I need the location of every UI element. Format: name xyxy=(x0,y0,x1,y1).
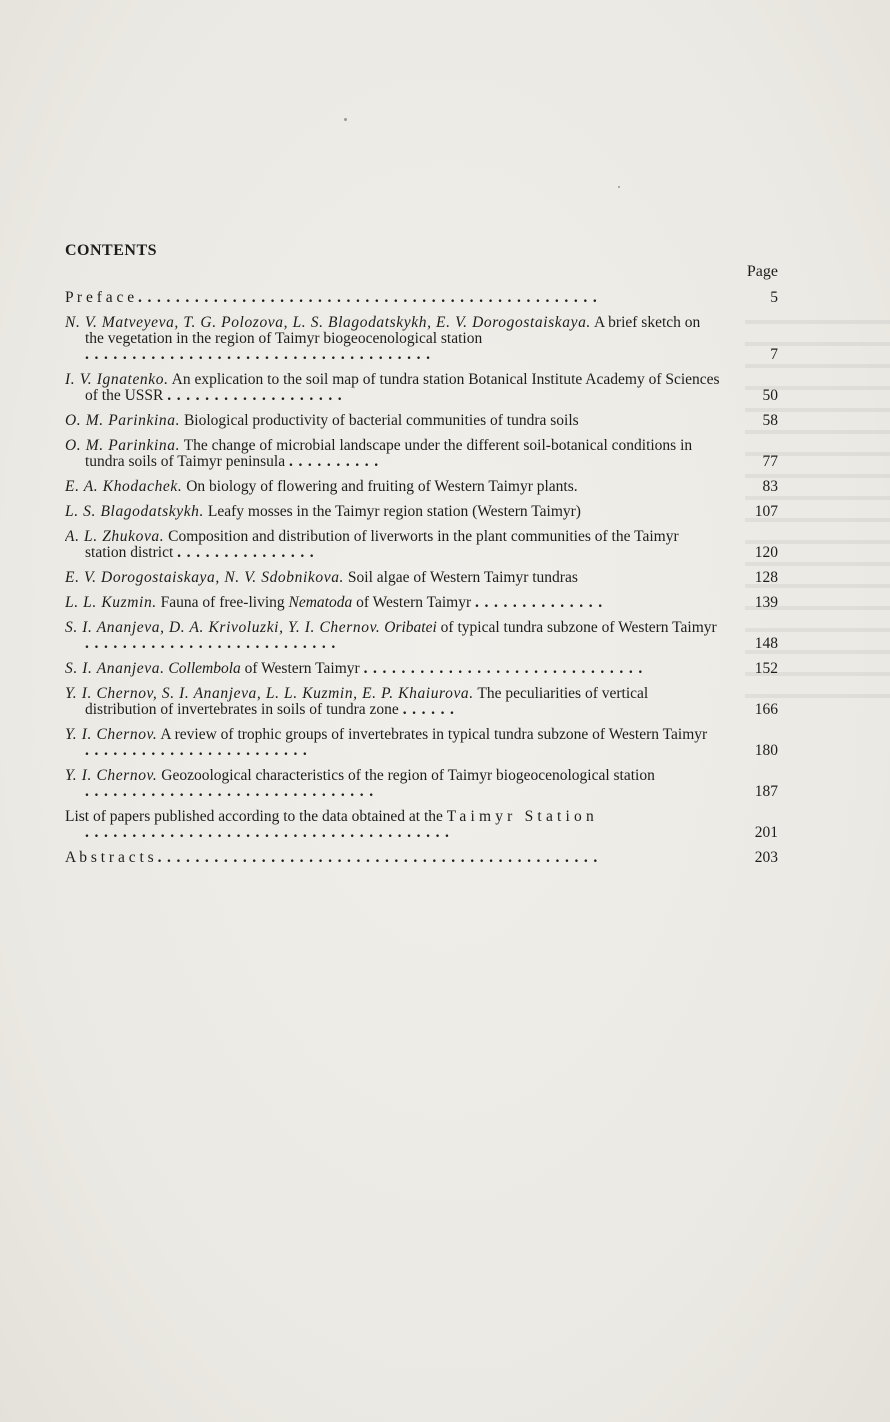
page-number: 83 xyxy=(762,478,778,495)
page-number: 139 xyxy=(754,594,778,611)
entry-authors: O. M. Parinkina. xyxy=(65,412,181,429)
entry-title: On biology of flowering and fruiting of Western Taimyr plants. xyxy=(186,478,578,495)
leader-dots: ...... xyxy=(402,701,460,718)
page-number: 180 xyxy=(754,742,778,759)
toc-entry-nematoda-fauna[interactable] xyxy=(65,595,778,611)
leader-dots: ............................................... xyxy=(157,850,603,866)
entry-title: An explication to the soil map of tundra station Botanical Institute Academy of Sciences of the USSR xyxy=(85,372,720,404)
toc-entry-bacterial-productivity[interactable] xyxy=(65,413,778,429)
toc-entry-text xyxy=(65,768,720,800)
page-column-label: Page xyxy=(746,263,778,280)
paper-speck xyxy=(618,186,620,188)
entry-title: A review of trophic groups of invertebrates in typical tundra subzone of Western Taimyr xyxy=(160,727,708,743)
leader-dots: ........................ xyxy=(85,742,313,759)
page-number: 148 xyxy=(754,635,778,652)
page-number: 7 xyxy=(770,346,778,363)
toc-entry-text xyxy=(65,595,720,611)
toc-entry-text xyxy=(65,661,720,677)
entry-title-taxon: Oribatei xyxy=(384,620,437,636)
entry-authors: S. I. Ananjeva. xyxy=(65,661,165,677)
toc-entry-text xyxy=(65,727,720,759)
entry-title-post: of Western Taimyr xyxy=(352,595,472,611)
toc-entry-leafy-mosses[interactable] xyxy=(65,504,778,520)
toc-entry-collembola[interactable] xyxy=(65,661,778,677)
toc-entry-text xyxy=(65,620,720,652)
toc-entry-oribatei[interactable] xyxy=(65,620,778,652)
entry-title: A b s t r a c t s xyxy=(65,850,154,866)
toc-entry-text xyxy=(65,479,720,495)
toc-entry-flowering-fruiting[interactable] xyxy=(65,479,778,495)
entry-authors: E. A. Khodachek. xyxy=(65,478,183,495)
toc-entry-text xyxy=(65,529,720,561)
toc-entry-text xyxy=(65,504,720,520)
entry-authors: S. I. Ananjeva, D. A. Krivoluzki, Y. I. Chernov. xyxy=(65,620,381,636)
entry-title-spaced: Taimyr Station xyxy=(446,809,598,825)
toc-entry-preface[interactable] xyxy=(65,290,778,306)
toc-entry-text xyxy=(65,290,720,306)
entry-authors: L. S. Blagodatskykh. xyxy=(65,503,204,520)
entry-title: The peculiarities of vertical distribution of invertebrates in soils of tundra zone xyxy=(85,686,649,718)
page-number: 203 xyxy=(754,849,778,866)
entry-title-pre: List of papers published according to the data obtained at the xyxy=(65,809,447,825)
entry-authors: A. L. Zhukova. xyxy=(65,529,165,545)
paper-speck xyxy=(344,118,347,121)
toc-entry-soil-algae[interactable] xyxy=(65,570,778,586)
entry-title: P r e f a c e xyxy=(65,290,135,306)
entry-title-taxon: Collembola xyxy=(168,661,241,677)
page-number: 152 xyxy=(754,660,778,677)
leader-dots: .......... xyxy=(288,453,384,470)
entry-authors: I. V. Ignatenko. xyxy=(65,372,169,388)
entry-title-post: of Western Taimyr xyxy=(240,661,360,677)
leader-dots: ................... xyxy=(167,387,348,404)
toc-entry-vegetation-sketch[interactable] xyxy=(65,315,778,363)
toc-entry-text xyxy=(65,372,720,404)
page-number: 128 xyxy=(754,569,778,586)
entry-authors: Y. I. Chernov, S. I. Ananjeva, L. L. Kuzmin, E. P. Khaiurova. xyxy=(65,686,474,702)
page-number: 166 xyxy=(754,701,778,718)
leader-dots: .............................. xyxy=(363,661,648,677)
page-number: 58 xyxy=(762,412,778,429)
toc-entry-text xyxy=(65,686,720,718)
leader-dots: ............... xyxy=(177,544,320,561)
entry-title: Soil algae of Western Taimyr tundras xyxy=(347,569,578,586)
toc-entry-abstracts[interactable] xyxy=(65,850,778,866)
entry-authors: Y. I. Chernov. xyxy=(65,727,158,743)
entry-authors: N. V. Matveyeva, T. G. Polozova, L. S. Blagodatskykh, E. V. Dorogostaiskaya. xyxy=(65,315,591,331)
entry-title: The change of microbial landscape under the different soil-botanical conditions in tundra soils of Taimyr peninsula xyxy=(85,438,693,470)
contents-heading: CONTENTS xyxy=(65,242,158,259)
table-of-contents xyxy=(65,290,778,875)
toc-entry-trophic-groups[interactable] xyxy=(65,727,778,759)
toc-entry-text xyxy=(65,438,720,470)
page-number: 120 xyxy=(754,544,778,561)
page-number: 187 xyxy=(754,783,778,800)
toc-entry-text xyxy=(65,315,720,363)
entry-title-taxon: Nematoda xyxy=(288,595,353,611)
entry-title: Composition and distribution of liverworts in the plant communities of the Taimyr station district xyxy=(85,529,679,561)
leader-dots: ............................... xyxy=(85,783,379,800)
entry-authors: O. M. Parinkina. xyxy=(65,438,181,454)
leader-dots: ................................................. xyxy=(138,290,603,306)
page-number: 77 xyxy=(762,453,778,470)
page-number: 5 xyxy=(770,289,778,306)
toc-entry-text xyxy=(65,850,720,866)
toc-entry-text xyxy=(65,413,720,429)
entry-title: Geozoological characteristics of the region of Taimyr biogeocenological station xyxy=(161,768,655,784)
entry-authors: Y. I. Chernov. xyxy=(65,768,158,784)
page-number: 50 xyxy=(762,387,778,404)
entry-title-pre: Fauna of free-living xyxy=(160,595,289,611)
entry-title: Biological productivity of bacterial communities of tundra soils xyxy=(183,412,579,429)
toc-entry-geozoological[interactable] xyxy=(65,768,778,800)
leader-dots: .............. xyxy=(475,595,608,611)
toc-entry-text xyxy=(65,809,720,841)
leader-dots: ....................................... xyxy=(85,824,455,841)
entry-title-post: of typical tundra subzone of Western Taimyr xyxy=(436,620,717,636)
page-number: 107 xyxy=(754,503,778,520)
page-number: 201 xyxy=(754,824,778,841)
toc-entry-vertical-distribution[interactable] xyxy=(65,686,778,718)
entry-authors: L. L. Kuzmin. xyxy=(65,595,157,611)
toc-entry-soil-map[interactable] xyxy=(65,372,778,404)
toc-entry-microbial-landscape[interactable] xyxy=(65,438,778,470)
toc-entry-list-of-papers[interactable] xyxy=(65,809,778,841)
toc-entry-text xyxy=(65,570,720,586)
toc-entry-liverworts[interactable] xyxy=(65,529,778,561)
entry-title: Leafy mosses in the Taimyr region station (Western Taimyr) xyxy=(207,503,581,520)
leader-dots: ........................... xyxy=(85,635,341,652)
entry-authors: E. V. Dorogostaiskaya, N. V. Sdobnikova. xyxy=(65,569,345,586)
entry-title: A brief sketch on the vegetation in the region of Taimyr biogeocenological station xyxy=(85,315,701,347)
leader-dots: ..................................... xyxy=(85,346,436,363)
